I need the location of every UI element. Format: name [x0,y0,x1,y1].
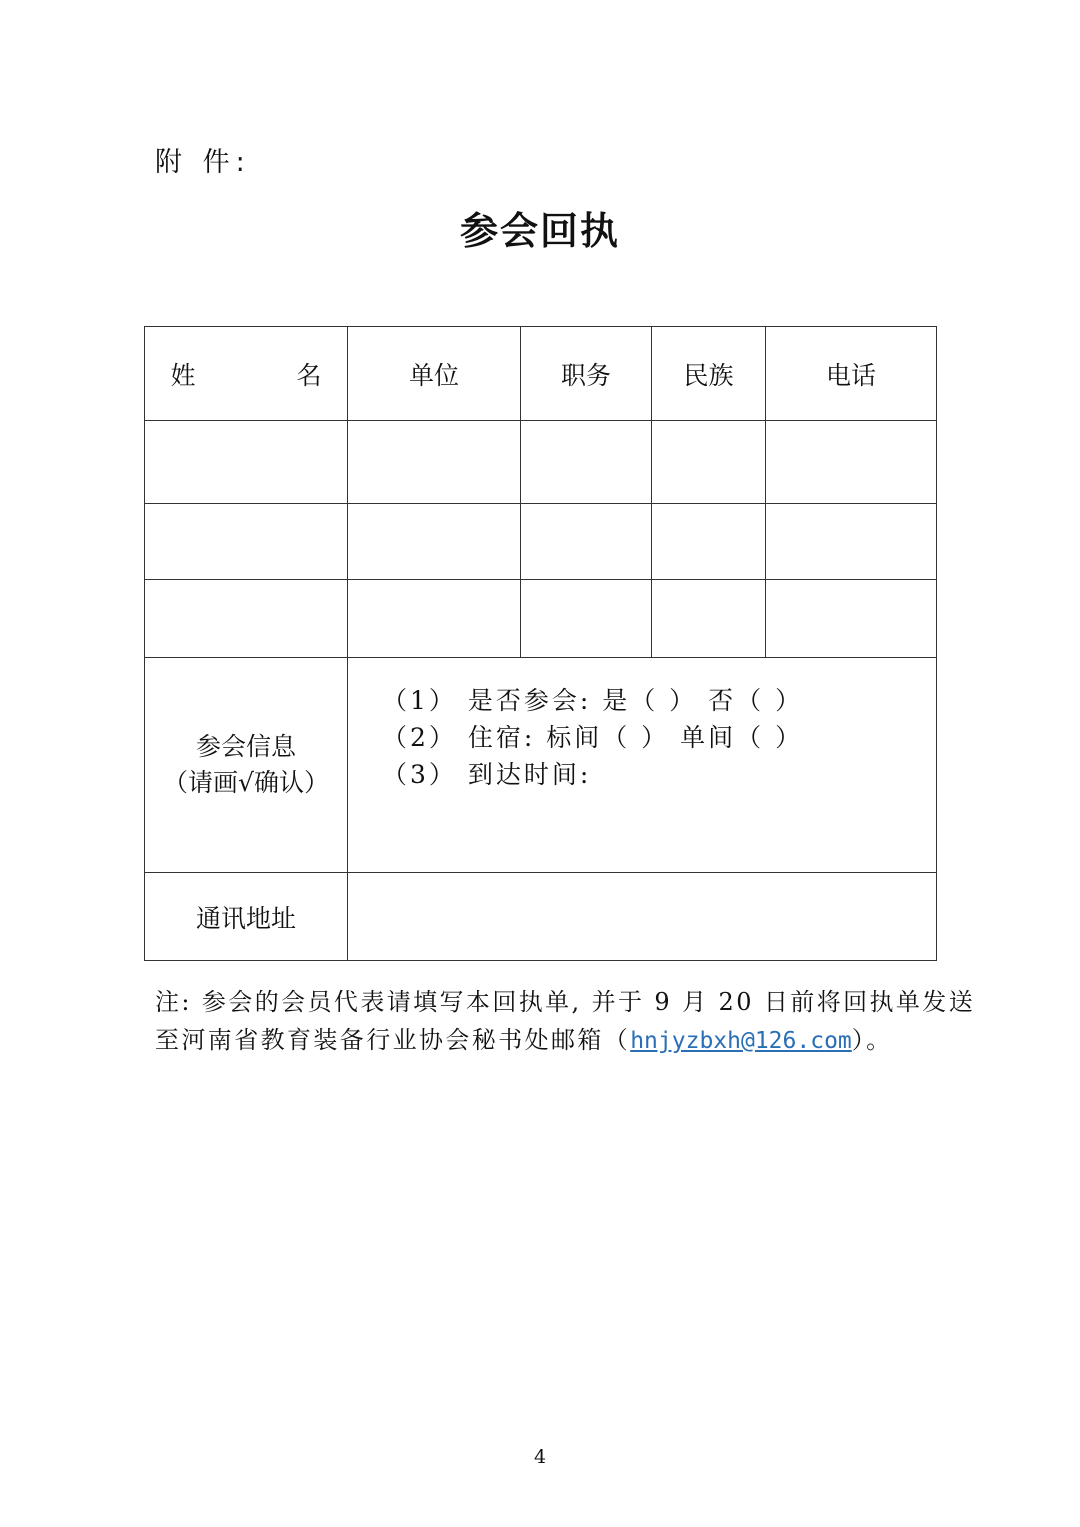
lodging-question: （2） 住宿: 标间（ ） 单间（ ） [382,723,804,752]
name-cell[interactable] [145,580,348,658]
attendance-info-hint: （请画√确认） [163,768,329,797]
attendance-info-content[interactable] [348,658,937,873]
attend-question: （1） 是否参会: 是（ ） 否（ ） [382,686,804,715]
address-field[interactable] [348,873,937,961]
attendance-info-label [145,658,348,873]
attendance-info-row [145,658,937,873]
header-name: 姓 名 [145,327,348,421]
arrival-time-question: （3） 到达时间: [382,760,592,789]
header-unit: 单位 [348,327,521,421]
table-row [145,504,937,580]
address-label: 通讯地址 [145,873,348,961]
position-cell[interactable] [521,504,652,580]
unit-cell[interactable] [348,580,521,658]
note-line-2-suffix: ）。 [851,1026,893,1054]
unit-cell[interactable] [348,504,521,580]
table-row [145,421,937,504]
phone-cell[interactable] [766,421,937,504]
table-row [145,580,937,658]
ethnicity-cell[interactable] [652,421,766,504]
position-cell[interactable] [521,421,652,504]
note-line-2-prefix: 至河南省教育装备行业协会秘书处邮箱（ [155,1026,631,1054]
position-cell[interactable] [521,580,652,658]
phone-cell[interactable] [766,504,937,580]
receipt-table [144,326,937,961]
phone-cell[interactable] [766,580,937,658]
header-position: 职务 [521,327,652,421]
header-phone: 电话 [766,327,937,421]
unit-cell[interactable] [348,421,521,504]
table-header-row [145,327,937,421]
email-link[interactable]: hnjyzbxh@126.com [630,1028,852,1054]
header-ethnicity: 民族 [652,327,766,421]
note-line-2 [155,1021,945,1060]
address-row [145,873,937,961]
ethnicity-cell[interactable] [652,504,766,580]
document-title: 参会回执 [459,208,620,253]
name-cell[interactable] [145,421,348,504]
page-number: 4 [533,1446,547,1468]
name-cell[interactable] [145,504,348,580]
note-paragraph [155,983,976,1060]
note-line-1: 注: 参会的会员代表请填写本回执单, 并于 9 月 20 日前将回执单发送 [155,988,976,1016]
attendance-info-title: 参会信息 [195,732,296,761]
ethnicity-cell[interactable] [652,580,766,658]
attachment-label: 附 件: [155,147,251,178]
